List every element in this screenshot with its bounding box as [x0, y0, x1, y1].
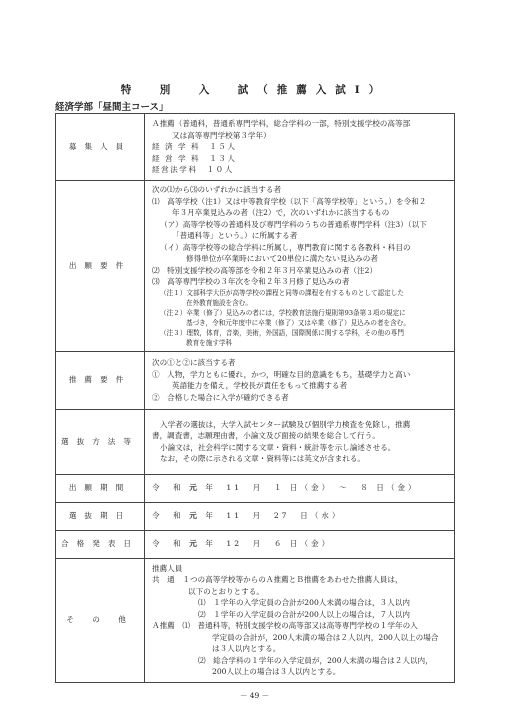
- row-content-announce: 令 和 元 年 12 月 ６ 日（金）: [145, 530, 455, 558]
- table-row: [56, 558, 455, 682]
- row-label-apply-period: 出願期間: [56, 474, 145, 502]
- row-content-recommend: 次の①と②に該当する者 ① 人物，学力ともに優れ，かつ，明確な目的意識をもち，基礎学力と高い 英語能力を備え，学校長が責任をもって推薦する者 ② 合格した場合に入学が確約できる者: [145, 351, 455, 409]
- row-content-selection: 入学者の選抜は，大学入試センター試験及び個別学力検査を免除し，推薦 書，調査書，志願理由書，小論文及び面接の結果を総合して行う。 小論文は，社会科学に関する文章・資料・統計等を示し論述させる。 なお，その際に示される文章・資料等には英文が含まれる。: [145, 409, 455, 474]
- table-row: [56, 474, 455, 502]
- row-label-selection-date: 選抜期日: [56, 502, 145, 530]
- page-title: 特 別 入 試（推薦入試Ⅰ）: [120, 84, 389, 96]
- table-row: [56, 502, 455, 530]
- row-label-selection: 選抜方法等: [56, 409, 145, 474]
- table-row: [56, 351, 455, 409]
- page-number: － 49 －: [239, 691, 270, 700]
- table-row: [56, 409, 455, 474]
- row-content-requirements: 次の⑴から⑶のいずれかに該当する者 ⑴ 高等学校（注1）又は中等教育学校（以下「高等学校等」という。）を令和２ 年３月卒業見込みの者（注2）で，次のいずれかに該当するもの （ア）高等学校等の普通科及び専門学科のうちの普通系専門学科（注3）（以下 「普通科等」という。）に所属する者 （イ）高等学校等の総合学科に所属し，専門教育に関する各教科・科目の 修得単位が卒業時において20単位に満たない見込みの者 ⑵ 特別支援学校の高等部を令和２年３月卒業見込みの者（注2） ⑶ 高等専門学校の３年次を令和２年３月修了見込みの者 （注１）文部科学大臣が高等学校の課程と同等の課程を有するものとして認定した 在外教育施設を含む。 （注２）卒業（修了）見込みの者には，学校教育法施行規則第93条第３項の規定に 基づき，令和元年度中に卒業（修了）又は卒業（修了）見込みの者を含む。 （注３）理数，体育，音楽，美術，外国語，国際関係に関する学科，その他の専門 教育を施す学科: [145, 181, 455, 352]
- section-subtitle: 経済学部「昼間主コース」: [55, 102, 169, 113]
- row-content-other: 推薦人員 共 通 １つの高等学校等からのＡ推薦とＢ推薦をあわせた推薦人員は， 以下のとおりとする。 ⑴ １学年の入学定員の合計が200人未満の場合は，３人以内 ⑵ １学年の入学定員の合計が200人以上の場合は，７人以内 Ａ推薦 ⑴ 普通科等，特別支援学校の高等部又は高等専門学校の１学年の入 学定員の合計が，200人未満の場合は２人以内，200人以上の場合 は３人以内とする。 ⑵ 総合学科の１学年の入学定員が，200人未満の場合は２人以内， 200人以上の場合は３人以内とする。: [145, 558, 455, 682]
- admission-table: [55, 113, 455, 683]
- row-content-selection-date: 令 和 元 年 11 月 27 日（水）: [145, 502, 455, 530]
- row-label-requirements: 出願要件: [56, 181, 145, 352]
- row-content-apply-period: 令 和 元 年 11 月 １ 日（金） ～ ８ 日（金）: [145, 474, 455, 502]
- row-label-recommend: 推薦要件: [56, 351, 145, 409]
- row-label-announce: 合格発表日: [56, 530, 145, 558]
- row-label-other: そ の 他: [56, 558, 145, 682]
- table-row: [56, 530, 455, 558]
- row-content-recruit: Ａ推薦（普通科，普通系専門学科，総合学科の一部，特別支援学校の高等部 又は高等専門学校第３学年） 経 済 学 科 １５人 経 営 学 科 １３人 経営法学科 １０人: [145, 114, 455, 181]
- table-row: [56, 181, 455, 352]
- table-row: [56, 114, 455, 181]
- row-label-recruit: 募集人員: [56, 114, 145, 181]
